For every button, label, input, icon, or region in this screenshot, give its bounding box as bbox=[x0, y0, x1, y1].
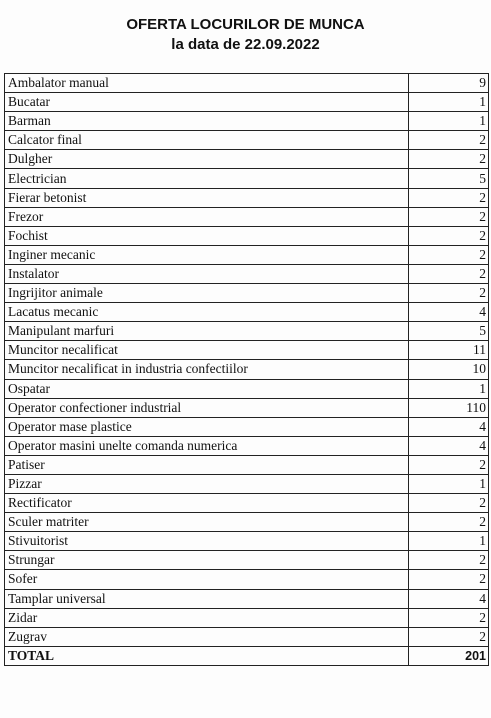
job-name: Fochist bbox=[5, 226, 409, 245]
job-name: Sofer bbox=[5, 570, 409, 589]
job-count: 2 bbox=[409, 284, 489, 303]
table-row bbox=[5, 245, 489, 264]
job-name: Muncitor necalificat bbox=[5, 341, 409, 360]
table-row bbox=[5, 417, 489, 436]
total-row bbox=[5, 646, 489, 665]
job-count: 110 bbox=[409, 398, 489, 417]
table-row bbox=[5, 150, 489, 169]
job-name: Zidar bbox=[5, 608, 409, 627]
job-count: 2 bbox=[409, 551, 489, 570]
table-row bbox=[5, 589, 489, 608]
job-count: 4 bbox=[409, 303, 489, 322]
job-name: Zugrav bbox=[5, 627, 409, 646]
table-row bbox=[5, 455, 489, 474]
job-count: 10 bbox=[409, 360, 489, 379]
job-count: 5 bbox=[409, 322, 489, 341]
jobs-table-body bbox=[5, 74, 489, 647]
job-count: 2 bbox=[409, 131, 489, 150]
job-count: 1 bbox=[409, 112, 489, 131]
job-count: 1 bbox=[409, 379, 489, 398]
job-name: Stivuitorist bbox=[5, 532, 409, 551]
job-count: 11 bbox=[409, 341, 489, 360]
job-count: 2 bbox=[409, 570, 489, 589]
job-name: Rectificator bbox=[5, 494, 409, 513]
job-count: 4 bbox=[409, 589, 489, 608]
job-name: Strungar bbox=[5, 551, 409, 570]
job-name: Instalator bbox=[5, 264, 409, 283]
jobs-table bbox=[4, 73, 489, 666]
table-row bbox=[5, 608, 489, 627]
table-row bbox=[5, 264, 489, 283]
table-row bbox=[5, 494, 489, 513]
page-title: OFERTA LOCURILOR DE MUNCA bbox=[126, 16, 365, 33]
job-count: 5 bbox=[409, 169, 489, 188]
job-count: 2 bbox=[409, 245, 489, 264]
job-name: Manipulant marfuri bbox=[5, 322, 409, 341]
job-name: Ospatar bbox=[5, 379, 409, 398]
table-row bbox=[5, 112, 489, 131]
table-row bbox=[5, 436, 489, 455]
job-name: Bucatar bbox=[5, 93, 409, 112]
job-name: Barman bbox=[5, 112, 409, 131]
total-label: TOTAL bbox=[5, 646, 409, 665]
job-name: Ingrijitor animale bbox=[5, 284, 409, 303]
job-name: Operator masini unelte comanda numerica bbox=[5, 436, 409, 455]
job-name: Ambalator manual bbox=[5, 74, 409, 93]
table-row bbox=[5, 322, 489, 341]
job-count: 2 bbox=[409, 150, 489, 169]
job-count: 4 bbox=[409, 436, 489, 455]
job-name: Electrician bbox=[5, 169, 409, 188]
job-count: 2 bbox=[409, 264, 489, 283]
job-count: 2 bbox=[409, 188, 489, 207]
table-row bbox=[5, 93, 489, 112]
table-row bbox=[5, 551, 489, 570]
job-name: Frezor bbox=[5, 207, 409, 226]
table-row bbox=[5, 513, 489, 532]
job-name: Operator confectioner industrial bbox=[5, 398, 409, 417]
job-count: 2 bbox=[409, 226, 489, 245]
job-name: Fierar betonist bbox=[5, 188, 409, 207]
job-name: Pizzar bbox=[5, 474, 409, 493]
table-row bbox=[5, 226, 489, 245]
job-count: 9 bbox=[409, 74, 489, 93]
job-count: 2 bbox=[409, 207, 489, 226]
page-subtitle: la data de 22.09.2022 bbox=[171, 36, 320, 53]
table-row bbox=[5, 474, 489, 493]
job-count: 2 bbox=[409, 494, 489, 513]
table-row bbox=[5, 284, 489, 303]
table-row bbox=[5, 74, 489, 93]
job-name: Patiser bbox=[5, 455, 409, 474]
table-row bbox=[5, 379, 489, 398]
job-count: 1 bbox=[409, 93, 489, 112]
job-name: Muncitor necalificat in industria confectiilor bbox=[5, 360, 409, 379]
table-row bbox=[5, 303, 489, 322]
table-row bbox=[5, 570, 489, 589]
job-name: Sculer matriter bbox=[5, 513, 409, 532]
table-row bbox=[5, 207, 489, 226]
total-count: 201 bbox=[409, 646, 489, 665]
table-row bbox=[5, 341, 489, 360]
table-row bbox=[5, 188, 489, 207]
table-row bbox=[5, 398, 489, 417]
job-count: 2 bbox=[409, 513, 489, 532]
job-name: Inginer mecanic bbox=[5, 245, 409, 264]
table-row bbox=[5, 360, 489, 379]
job-name: Dulgher bbox=[5, 150, 409, 169]
job-count: 1 bbox=[409, 474, 489, 493]
table-row bbox=[5, 627, 489, 646]
table-row bbox=[5, 131, 489, 150]
job-name: Lacatus mecanic bbox=[5, 303, 409, 322]
job-count: 2 bbox=[409, 608, 489, 627]
job-name: Calcator final bbox=[5, 131, 409, 150]
job-name: Operator mase plastice bbox=[5, 417, 409, 436]
table-row bbox=[5, 532, 489, 551]
table-row bbox=[5, 169, 489, 188]
job-count: 4 bbox=[409, 417, 489, 436]
job-count: 1 bbox=[409, 532, 489, 551]
job-name: Tamplar universal bbox=[5, 589, 409, 608]
job-count: 2 bbox=[409, 455, 489, 474]
job-count: 2 bbox=[409, 627, 489, 646]
